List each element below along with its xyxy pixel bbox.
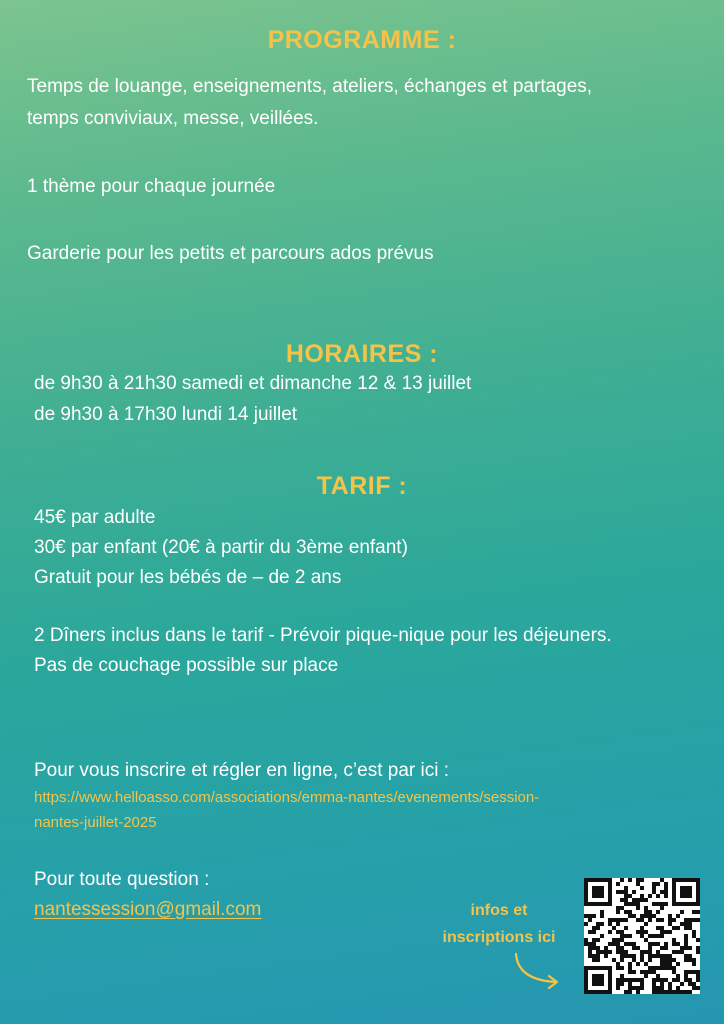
contact-text: Pour toute question : <box>34 869 210 890</box>
programme-line: temps conviviaux, messe, veillées. <box>27 108 319 129</box>
tarif-line: 30€ par enfant (20€ à partir du 3ème enfant) <box>34 537 408 558</box>
horaires-line: de 9h30 à 17h30 lundi 14 juillet <box>34 404 298 425</box>
contact-email-link[interactable]: nantessession@gmail.com <box>34 899 262 920</box>
callout-line: inscriptions ici <box>442 929 556 946</box>
programme-line: Garderie pour les petits et parcours ados prévus <box>27 243 434 264</box>
qr-code-icon[interactable] <box>584 878 700 994</box>
tarif-title: TARIF : <box>316 472 408 500</box>
callout-infos <box>414 897 584 951</box>
tarif-line: 2 Dîners inclus dans le tarif - Prévoir pique-nique pour les déjeuners. <box>34 625 612 646</box>
tarif-line: Pas de couchage possible sur place <box>34 655 339 676</box>
helloasso-link-continued[interactable]: nantes-juillet-2025 <box>34 814 157 831</box>
horaires-title: HORAIRES : <box>285 340 439 368</box>
inscription-text: Pour vous inscrire et régler en ligne, c’est par ici : <box>34 760 450 781</box>
programme-line: 1 thème pour chaque journée <box>27 176 276 197</box>
programme-line: Temps de louange, enseignements, ateliers, échanges et partages, <box>27 76 593 97</box>
programme-title: PROGRAMME : <box>267 26 457 54</box>
curved-arrow-icon <box>510 950 570 992</box>
callout-line: infos et <box>470 902 528 919</box>
tarif-line: Gratuit pour les bébés de – de 2 ans <box>34 567 342 588</box>
helloasso-link[interactable]: https://www.helloasso.com/associations/emma-nantes/evenements/session- <box>34 789 540 806</box>
horaires-line: de 9h30 à 21h30 samedi et dimanche 12 & 13 juillet <box>34 373 472 394</box>
tarif-line: 45€ par adulte <box>34 507 156 528</box>
